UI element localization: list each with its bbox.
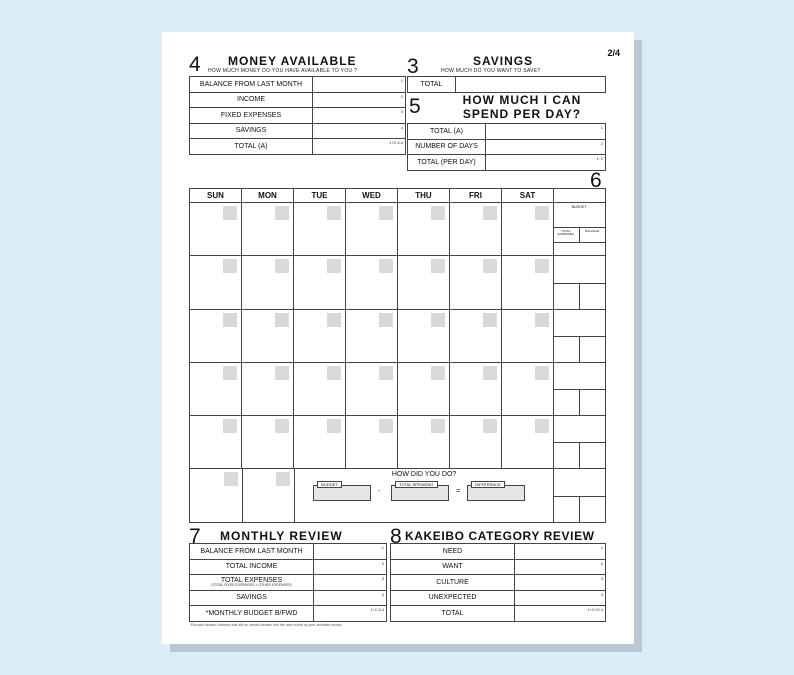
day-header-wed: WED xyxy=(346,189,398,203)
value-cell[interactable]: 1 xyxy=(313,77,406,93)
planner-page xyxy=(162,32,634,644)
how-did-you-do-label: HOW DID YOU DO? xyxy=(391,471,457,479)
day-number-box[interactable] xyxy=(223,259,237,273)
total-spending-box[interactable] xyxy=(391,482,449,501)
section-4-title: MONEY AVAILABLE xyxy=(228,54,357,68)
day-number-box[interactable] xyxy=(431,366,445,380)
section-3-title: SAVINGS xyxy=(473,54,534,68)
difference-box[interactable] xyxy=(467,482,525,501)
day-cell[interactable] xyxy=(242,363,294,416)
total-spending-box-label: TOTAL SPENDING xyxy=(395,481,437,488)
value-cell[interactable]: 1+2-3-4 xyxy=(313,139,406,155)
calendar-grid xyxy=(189,188,554,523)
table-row xyxy=(190,590,387,606)
value-cell[interactable]: 1 xyxy=(314,544,387,560)
day-cell[interactable] xyxy=(398,416,450,469)
value-cell[interactable]: 1÷2 xyxy=(486,155,606,171)
budget-box[interactable] xyxy=(313,482,371,501)
value-cell[interactable]: 4 xyxy=(313,123,406,139)
row-sublabel: (TOTAL FIXED EXPENSES + OTHER EXPENSES) xyxy=(211,583,292,587)
value-cell[interactable]: 2 xyxy=(486,139,606,155)
value-cell[interactable]: 4 xyxy=(515,590,606,606)
day-number-box[interactable] xyxy=(223,206,237,220)
week-balance-cell[interactable] xyxy=(580,443,606,468)
day-number-box[interactable] xyxy=(223,366,237,380)
day-cell[interactable] xyxy=(190,310,242,363)
day-number-box[interactable] xyxy=(431,259,445,273)
value-cell[interactable]: 1+2+3+4 xyxy=(515,606,606,622)
budget-week-row xyxy=(553,469,605,522)
budget-box-label: BUDGET xyxy=(317,481,342,488)
balance-label: BALANCE xyxy=(585,229,600,233)
day-number-box[interactable] xyxy=(535,313,549,327)
day-cell[interactable] xyxy=(346,256,398,309)
day-cell[interactable] xyxy=(190,256,242,309)
section-5-title-line2: SPEND PER DAY? xyxy=(462,107,582,121)
day-cell[interactable] xyxy=(398,203,450,256)
row-label: BALANCE FROM LAST MONTH xyxy=(190,544,314,560)
day-cell[interactable] xyxy=(242,256,294,309)
day-cell[interactable] xyxy=(294,310,346,363)
row-label: UNEXPECTED xyxy=(391,590,515,606)
day-cell[interactable] xyxy=(398,363,450,416)
day-number-box[interactable] xyxy=(379,259,393,273)
day-number-box[interactable] xyxy=(535,206,549,220)
row-label: INCOME xyxy=(190,92,313,108)
day-cell[interactable] xyxy=(294,203,346,256)
day-number-box[interactable] xyxy=(275,206,289,220)
day-cell[interactable] xyxy=(398,256,450,309)
day-cell[interactable] xyxy=(346,416,398,469)
row-label: TOTAL xyxy=(408,77,456,93)
table-row xyxy=(190,559,387,575)
day-header-tue: TUE xyxy=(294,189,346,203)
value-cell[interactable]: 2 xyxy=(314,559,387,575)
section-6-number: 6 xyxy=(590,169,602,192)
day-number-box[interactable] xyxy=(327,259,341,273)
day-cell[interactable] xyxy=(450,256,502,309)
day-cell[interactable] xyxy=(450,416,502,469)
day-cell[interactable] xyxy=(190,363,242,416)
week-total-expenses-cell[interactable] xyxy=(553,337,580,362)
value-cell[interactable]: 2 xyxy=(515,559,606,575)
day-number-box[interactable] xyxy=(379,313,393,327)
row-label: SAVINGS xyxy=(190,590,314,606)
week-total-expenses-cell[interactable] xyxy=(553,284,580,309)
day-cell[interactable] xyxy=(242,416,294,469)
day-cell[interactable] xyxy=(502,310,554,363)
table-row xyxy=(391,575,606,591)
budget-week-row xyxy=(553,256,605,309)
budget-week-row xyxy=(553,310,605,363)
table-row xyxy=(190,108,406,124)
week-balance-cell[interactable] xyxy=(580,390,606,415)
week-total-expenses-cell[interactable] xyxy=(553,443,580,468)
day-number-box[interactable] xyxy=(483,259,497,273)
row-label: FIXED EXPENSES xyxy=(190,108,313,124)
table-row xyxy=(408,139,606,155)
table-row xyxy=(190,544,387,560)
day-number-box[interactable] xyxy=(275,313,289,327)
value-cell[interactable]: 1+2-3-4 xyxy=(314,606,387,622)
calendar-week-row xyxy=(190,469,554,522)
row-label: CULTURE xyxy=(391,575,515,591)
section-4-number: 4 xyxy=(189,53,201,76)
calendar-weeks xyxy=(190,203,554,523)
day-number-box[interactable] xyxy=(275,259,289,273)
day-number-box[interactable] xyxy=(327,366,341,380)
budget-week-row xyxy=(553,243,605,256)
week-total-expenses-cell[interactable] xyxy=(553,497,580,522)
day-number-box[interactable] xyxy=(275,366,289,380)
row-label: NUMBER OF DAYS xyxy=(408,139,486,155)
section-7-title: MONTHLY REVIEW xyxy=(220,529,343,543)
day-number-box[interactable] xyxy=(431,313,445,327)
page-number: 2/4 xyxy=(607,48,620,58)
equals-sign: = xyxy=(456,488,461,496)
table-row xyxy=(391,559,606,575)
savings-table xyxy=(407,76,606,93)
day-number-box[interactable] xyxy=(276,472,290,486)
day-cell[interactable] xyxy=(243,469,296,522)
day-cell[interactable] xyxy=(294,256,346,309)
row-label: NEED xyxy=(391,544,515,560)
budget-column-top xyxy=(553,189,605,203)
week-balance-cell[interactable] xyxy=(580,337,606,362)
day-cell[interactable] xyxy=(346,310,398,363)
day-cell[interactable] xyxy=(502,416,554,469)
table-row xyxy=(190,606,387,622)
section-5-number: 5 xyxy=(409,95,421,118)
week-balance-cell[interactable] xyxy=(580,284,606,309)
day-number-box[interactable] xyxy=(379,366,393,380)
day-cell[interactable] xyxy=(346,363,398,416)
table-row xyxy=(408,155,606,171)
day-number-box[interactable] xyxy=(535,259,549,273)
monthly-review-table xyxy=(189,543,387,622)
how-did-you-do-area xyxy=(295,469,554,522)
table-row xyxy=(408,77,606,93)
day-cell[interactable] xyxy=(450,203,502,256)
section-3-subtitle: HOW MUCH DO YOU WANT TO SAVE? xyxy=(441,68,541,74)
minus-sign: - xyxy=(378,488,381,496)
day-cell[interactable] xyxy=(294,363,346,416)
calendar-week-row xyxy=(190,310,554,363)
day-number-box[interactable] xyxy=(379,419,393,433)
day-number-box[interactable] xyxy=(275,419,289,433)
day-number-box[interactable] xyxy=(483,206,497,220)
row-label: *MONTHLY BUDGET B/FWD xyxy=(190,606,314,622)
day-number-box[interactable] xyxy=(327,419,341,433)
table-row xyxy=(190,139,406,155)
row-label: TOTAL xyxy=(391,606,515,622)
day-cell[interactable] xyxy=(450,363,502,416)
difference-box-label: DIFFERENCE xyxy=(471,481,505,488)
day-header-sun: SUN xyxy=(190,189,242,203)
day-cell[interactable] xyxy=(502,363,554,416)
value-cell[interactable]: 4 xyxy=(314,590,387,606)
section-5-title-line1: HOW MUCH I CAN xyxy=(462,93,582,107)
day-number-box[interactable] xyxy=(327,206,341,220)
day-number-box[interactable] xyxy=(535,366,549,380)
day-number-box[interactable] xyxy=(224,472,238,486)
day-number-box[interactable] xyxy=(483,366,497,380)
calendar-header xyxy=(190,189,554,203)
value-cell[interactable]: 1 xyxy=(515,544,606,560)
day-header-fri: FRI xyxy=(450,189,502,203)
section-7-number: 7 xyxy=(189,525,201,548)
day-header-mon: MON xyxy=(242,189,294,203)
table-row xyxy=(408,124,606,140)
day-number-box[interactable] xyxy=(431,419,445,433)
day-cell[interactable] xyxy=(294,416,346,469)
day-cell[interactable] xyxy=(346,203,398,256)
value-cell[interactable]: 2 xyxy=(313,92,406,108)
table-row xyxy=(391,544,606,560)
day-cell[interactable] xyxy=(242,310,294,363)
row-label: SAVINGS xyxy=(190,123,313,139)
table-row xyxy=(190,123,406,139)
table-row xyxy=(391,590,606,606)
value-cell[interactable]: 1 xyxy=(486,124,606,140)
row-label: TOTAL INCOME xyxy=(190,559,314,575)
budget-subheader xyxy=(553,228,605,243)
day-cell[interactable] xyxy=(450,310,502,363)
day-cell[interactable] xyxy=(502,203,554,256)
week-total-expenses-cell[interactable] xyxy=(553,390,580,415)
day-cell[interactable] xyxy=(190,416,242,469)
day-number-box[interactable] xyxy=(483,313,497,327)
section-4-subtitle: HOW MUCH MONEY DO YOU HAVE AVAILABLE TO YOU ? xyxy=(208,68,358,74)
day-number-box[interactable] xyxy=(431,206,445,220)
weekly-budget-column xyxy=(553,188,606,523)
calendar-week-row xyxy=(190,363,554,416)
budget-label: BUDGET xyxy=(553,203,605,228)
section-8-number: 8 xyxy=(390,525,402,548)
value-cell[interactable] xyxy=(456,77,606,93)
budget-week-row xyxy=(553,363,605,416)
week-balance-cell[interactable] xyxy=(580,497,606,522)
money-available-table xyxy=(189,76,406,155)
day-number-box[interactable] xyxy=(379,206,393,220)
value-cell[interactable]: 3 xyxy=(313,108,406,124)
day-number-box[interactable] xyxy=(327,313,341,327)
spend-per-day-table xyxy=(407,123,606,171)
total-expenses-label: TOTAL EXPENSES xyxy=(553,228,580,242)
day-number-box[interactable] xyxy=(535,419,549,433)
table-row xyxy=(190,92,406,108)
day-cell[interactable] xyxy=(502,256,554,309)
day-header-thu: THU xyxy=(398,189,450,203)
day-cell[interactable] xyxy=(190,203,242,256)
table-row xyxy=(190,575,387,591)
kakeibo-category-table xyxy=(390,543,606,622)
day-cell[interactable] xyxy=(242,203,294,256)
section-8-title: KAKEIBO CATEGORY REVIEW xyxy=(405,529,595,543)
value-cell[interactable]: 3 xyxy=(515,575,606,591)
budget-weeks xyxy=(553,243,605,523)
section-3-number: 3 xyxy=(407,55,419,78)
row-label: BALANCE FROM LAST MONTH xyxy=(190,77,313,93)
day-number-box[interactable] xyxy=(223,419,237,433)
table-row xyxy=(391,606,606,622)
day-cell[interactable] xyxy=(398,310,450,363)
day-number-box[interactable] xyxy=(223,313,237,327)
day-cell[interactable] xyxy=(190,469,243,522)
table-row xyxy=(190,77,406,93)
calendar-week-row xyxy=(190,416,554,469)
row-label: WANT xyxy=(391,559,515,575)
footnote: *Brought forward: balance that will be carried forward into the next month as your available money. xyxy=(190,623,343,627)
budget-week-row xyxy=(553,416,605,469)
row-label: TOTAL (A) xyxy=(190,139,313,155)
calendar-week-row xyxy=(190,203,554,256)
row-label: TOTAL EXPENSES (TOTAL FIXED EXPENSES + OTHER EXPENSES) xyxy=(190,575,314,591)
day-header-sat: SAT xyxy=(502,189,554,203)
calendar-week-row xyxy=(190,256,554,309)
row-label: TOTAL (PER DAY) xyxy=(408,155,486,171)
day-number-box[interactable] xyxy=(483,419,497,433)
row-label: TOTAL (A) xyxy=(408,124,486,140)
value-cell[interactable]: 3 xyxy=(314,575,387,591)
